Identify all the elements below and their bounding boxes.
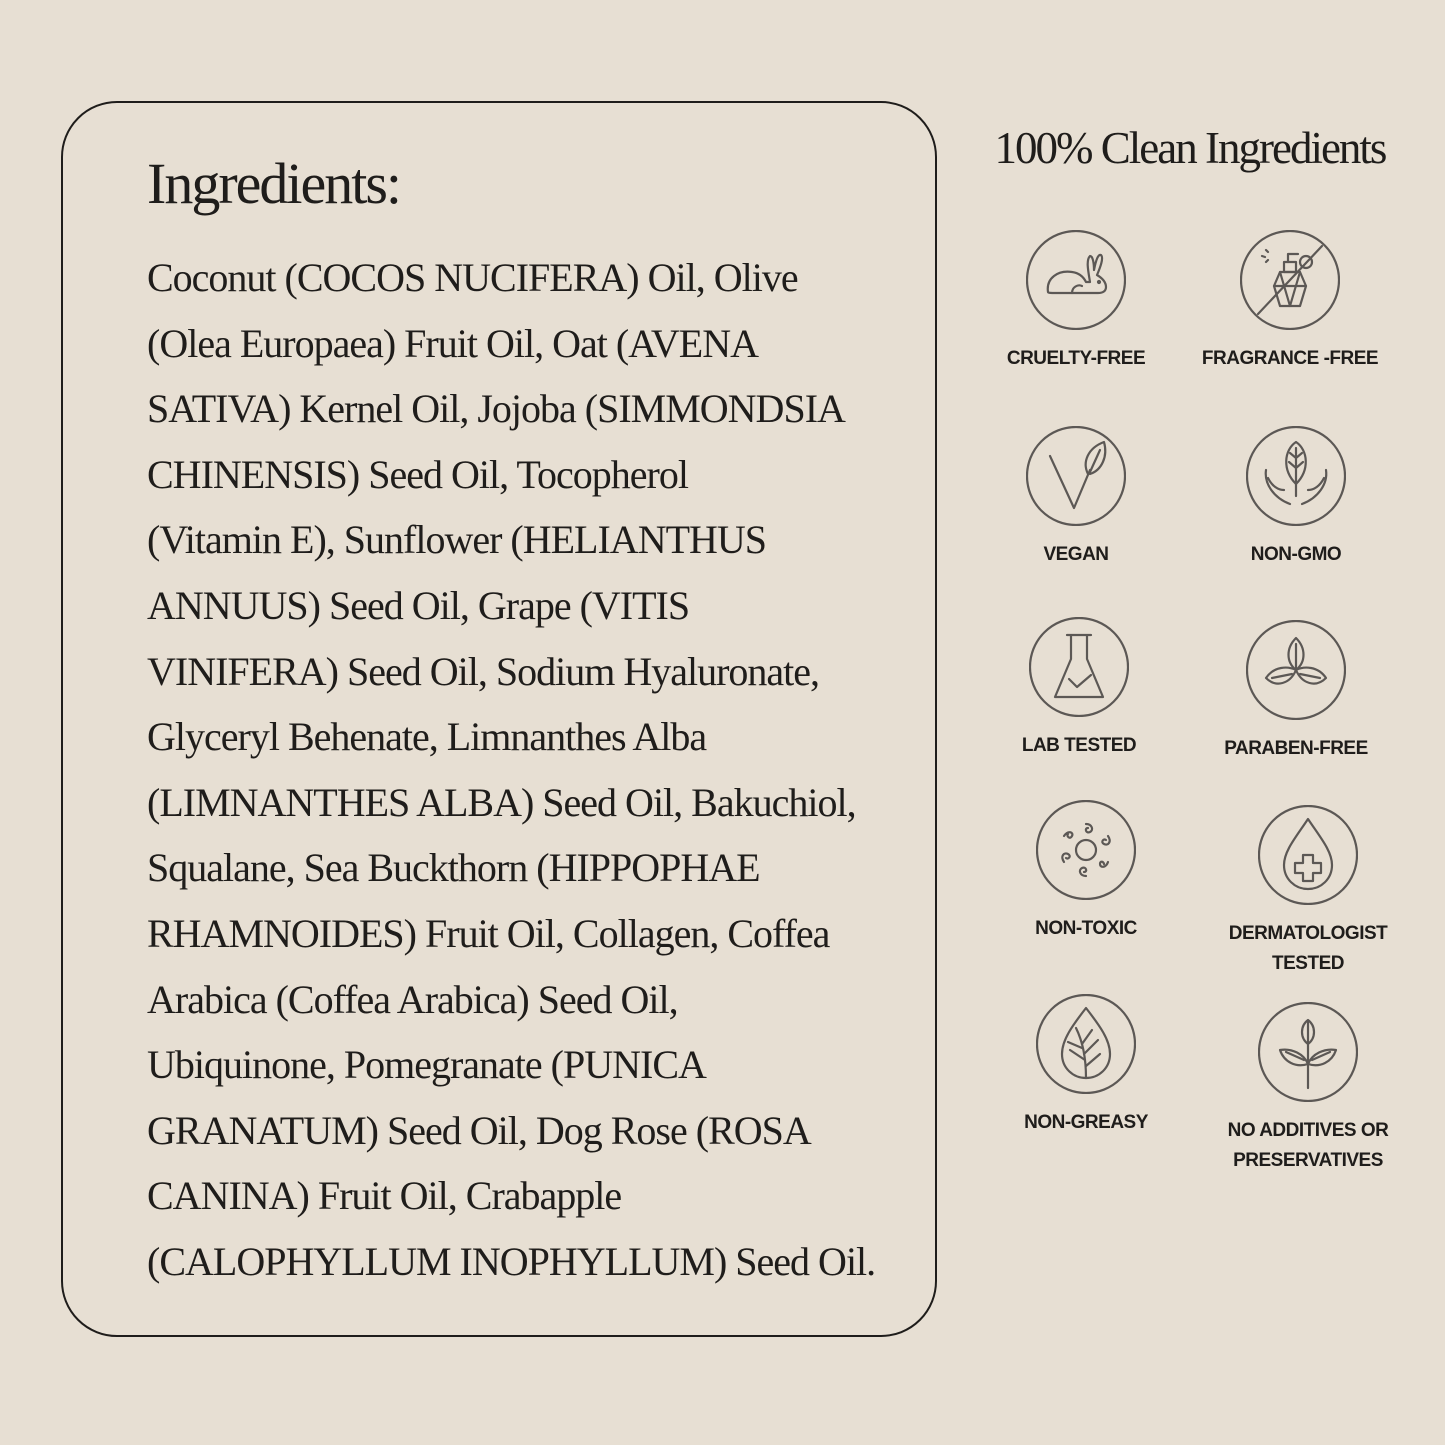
badge-label: DERMATOLOGIST TESTED — [1228, 923, 1388, 974]
badge-label: NON-GREASY — [1024, 1112, 1148, 1133]
hands-leaf-icon — [1246, 426, 1346, 526]
ingredients-line: (LIMNANTHES ALBA) Seed Oil, Bakuchiol, — [147, 779, 856, 825]
ingredients-line: GRANATUM) Seed Oil, Dog Rose (ROSA — [147, 1107, 811, 1153]
badge-non-greasy — [976, 994, 1196, 1138]
ingredients-line: (Olea Europaea) Fruit Oil, Oat (AVENA — [147, 320, 758, 366]
badge-lab-tested — [969, 617, 1189, 761]
ingredients-line: Ubiquinone, Pomegranate (PUNICA — [147, 1042, 706, 1088]
badge-label: FRAGRANCE -FREE — [1201, 348, 1379, 369]
perfume-bottle-crossed-icon — [1240, 230, 1340, 330]
badge-label: NON-TOXIC — [1035, 918, 1137, 939]
swirl-flower-icon — [1036, 800, 1136, 900]
badge-label: NO ADDITIVES OR PRESERVATIVES — [1227, 1120, 1389, 1171]
plant-sprout-icon — [1258, 1002, 1358, 1102]
ingredients-line: SATIVA) Kernel Oil, Jojoba (SIMMONDSIA — [147, 386, 845, 432]
ingredients-line: CHINENSIS) Seed Oil, Tocopherol — [147, 451, 688, 497]
rabbit-icon — [1026, 230, 1126, 330]
badge-label: NON-GMO — [1250, 544, 1342, 565]
badge-label: VEGAN — [1043, 544, 1109, 565]
three-leaves-icon — [1246, 620, 1346, 720]
badge-label: PARABEN-FREE — [1224, 738, 1368, 759]
ingredients-line: RHAMNOIDES) Fruit Oil, Collagen, Coffea — [147, 910, 830, 956]
ingredients-line: Coconut (COCOS NUCIFERA) Oil, Olive — [147, 255, 798, 300]
ingredients-line: (Vitamin E), Sunflower (HELIANTHUS — [147, 517, 767, 563]
badge-non-toxic — [976, 800, 1196, 944]
clean-ingredients-title: 100% Clean Ingredients — [994, 123, 1386, 173]
ingredients-card — [61, 101, 937, 1337]
badge-cruelty-free — [966, 230, 1186, 374]
badge-non-gmo — [1186, 426, 1406, 570]
badge-dermatologist-tested — [1198, 805, 1418, 979]
ingredients-line: Glyceryl Behenate, Limnanthes Alba — [147, 714, 707, 760]
badge-label: CRUELTY-FREE — [1006, 348, 1146, 369]
badge-paraben-free — [1186, 620, 1406, 764]
drop-cross-icon — [1258, 805, 1358, 905]
ingredients-line: Arabica (Coffea Arabica) Seed Oil, — [147, 976, 678, 1022]
badge-label: LAB TESTED — [1021, 735, 1137, 756]
ingredients-line: Squalane, Sea Buckthorn (HIPPOPHAE — [147, 845, 760, 891]
badge-vegan — [966, 426, 1186, 570]
ingredients-title: Ingredients: — [147, 151, 401, 216]
ingredients-line: VINIFERA) Seed Oil, Sodium Hyaluronate, — [147, 648, 820, 694]
flask-check-icon — [1029, 617, 1129, 717]
ingredients-line: ANNUUS) Seed Oil, Grape (VITIS — [147, 582, 690, 628]
vegan-leaf-icon — [1026, 426, 1126, 526]
ingredients-line: (CALOPHYLLUM INOPHYLLUM) Seed Oil. — [147, 1238, 876, 1284]
leaf-drop-icon — [1036, 994, 1136, 1094]
badge-no-additives — [1198, 1002, 1418, 1176]
ingredients-list — [147, 253, 875, 1303]
ingredients-line: CANINA) Fruit Oil, Crabapple — [147, 1173, 622, 1219]
badge-fragrance-free — [1180, 230, 1400, 374]
